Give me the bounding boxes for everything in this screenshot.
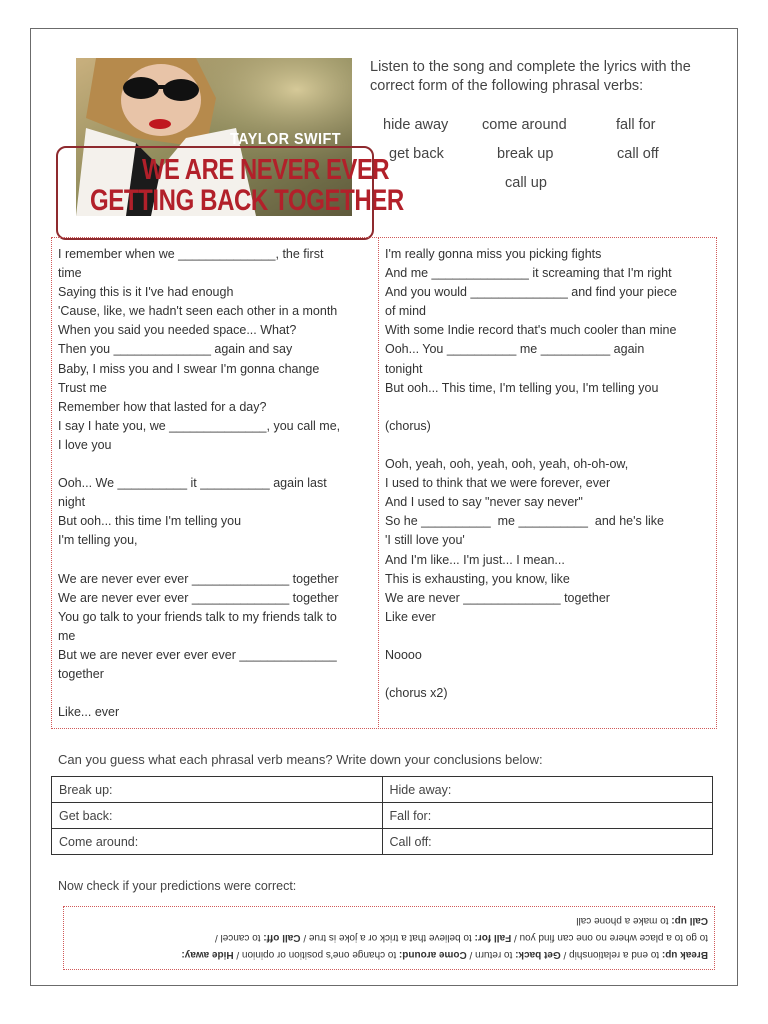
answer-line-2: [70, 929, 708, 946]
fall-for-cell[interactable]: Fall for:: [382, 803, 713, 829]
table-row: [52, 777, 713, 803]
lyric-line: [385, 665, 710, 684]
answer-term: Call off:: [263, 932, 301, 943]
lyric-line: Like... ever: [58, 705, 120, 720]
guess-question: Can you guess what each phrasal verb means? Write down your conclusions below:: [58, 752, 543, 767]
verb-call-up: call up: [505, 175, 547, 191]
check-predictions-text: Now check if your predictions were correct:: [58, 879, 297, 893]
hide-away-cell[interactable]: Hide away:: [382, 777, 713, 803]
lyric-line: Ooh... You __________ me __________ again: [385, 342, 645, 357]
lyric-line: Then you ______________ again and say: [58, 342, 293, 357]
lyric-line: And I'm like... I'm just... I mean...: [385, 552, 565, 567]
artist-name: TAYLOR SWIFT: [230, 131, 341, 148]
lyric-line: And me ______________ it screaming that I'm right: [385, 266, 672, 281]
lyric-line: When you said you needed space... What?: [58, 323, 297, 338]
answer-def: to go to a place where no one can find you /: [511, 932, 708, 943]
lyrics-left-column: [58, 245, 368, 722]
answer-line-1: [70, 946, 708, 963]
lyric-line: I used to think that we were forever, ever: [385, 476, 611, 491]
lyric-line: [58, 684, 368, 703]
lyric-line: 'I still love you': [385, 533, 465, 548]
lyric-line: [58, 551, 368, 570]
call-off-cell[interactable]: Call off:: [382, 829, 713, 855]
lyric-line: tonight: [385, 361, 423, 376]
answer-def: to believe that a trick or a joke is true /: [300, 932, 475, 943]
lyric-line: But ooh... This time, I'm telling you, I'm telling you: [385, 380, 659, 395]
lyric-line: [385, 398, 710, 417]
lyric-line: night: [58, 495, 86, 510]
title-frame: [56, 146, 374, 240]
lyric-line: I remember when we ______________, the first: [58, 247, 324, 261]
answer-term: Fall for:: [474, 932, 512, 943]
lyric-line: [385, 436, 710, 455]
lyric-line: This is exhausting, you know, like: [385, 571, 570, 586]
answer-def: to change one's position or opinion /: [233, 949, 399, 960]
lyric-line: But we are never ever ever ever ______________: [58, 647, 337, 662]
lyric-line: me: [58, 628, 76, 643]
answer-def: to end a relationship /: [560, 949, 662, 960]
break-up-cell[interactable]: Break up:: [52, 777, 383, 803]
answer-def: to return /: [466, 949, 516, 960]
answer-def: to cancel /: [214, 932, 264, 943]
lyric-line: You go talk to your friends talk to my friends talk to: [58, 609, 337, 624]
lyric-line: time: [58, 266, 82, 281]
lyric-line: Trust me: [58, 380, 107, 395]
lyric-line: of mind: [385, 304, 426, 319]
lyrics-right-column: [385, 245, 710, 703]
song-title-line1: WE ARE NEVER EVER: [142, 154, 390, 186]
verb-get-back: get back: [389, 146, 444, 162]
instructions-text: Listen to the song and complete the lyrics with the correct form of the following phrasal verbs:: [370, 59, 691, 94]
lyric-line: I love you: [58, 437, 112, 452]
lyric-line: (chorus x2): [385, 686, 448, 701]
lyric-line: (chorus): [385, 418, 431, 433]
table-row: [52, 829, 713, 855]
lyrics-divider: [378, 237, 379, 729]
verb-come-around: come around: [482, 117, 567, 133]
conclusions-table: [51, 776, 713, 855]
answer-key-box: [63, 906, 715, 970]
lyric-line: [58, 455, 368, 474]
lyric-line: I'm telling you,: [58, 533, 138, 548]
lyric-line: So he __________ me __________ and he's like: [385, 514, 665, 529]
answer-term: Hide away:: [181, 949, 234, 960]
answer-term: Get back:: [515, 949, 561, 960]
lyric-line: Like ever: [385, 609, 436, 624]
answer-term: Come around:: [398, 949, 467, 960]
table-row: [52, 803, 713, 829]
verb-fall-for: fall for: [616, 117, 656, 133]
lyric-line: We are never ______________ together: [385, 590, 610, 605]
lyric-line: Saying this is it I've had enough: [58, 285, 234, 300]
lyric-line: With some Indie record that's much cooler than mine: [385, 323, 677, 338]
lyric-line: together: [58, 667, 104, 682]
lyric-line: Remember how that lasted for a day?: [58, 399, 267, 414]
lyric-line: Ooh... We __________ it __________ again last: [58, 476, 327, 491]
verb-call-off: call off: [617, 146, 659, 162]
lyric-line: [385, 627, 710, 646]
lyric-line: We are never ever ever ______________ together: [58, 590, 339, 605]
lyric-line: Noooo: [385, 647, 422, 662]
get-back-cell[interactable]: Get back:: [52, 803, 383, 829]
lyric-line: I'm really gonna miss you picking fights: [385, 247, 602, 261]
answer-line-3: [70, 912, 708, 929]
lyric-line: Ooh, yeah, ooh, yeah, ooh, yeah, oh-oh-ow,: [385, 457, 629, 472]
lyric-line: But ooh... this time I'm telling you: [58, 514, 242, 529]
verb-break-up: break up: [497, 146, 554, 162]
song-title-line2: GETTING BACK TOGETHER: [90, 184, 404, 217]
lyric-line: 'Cause, like, we hadn't seen each other in a month: [58, 304, 338, 319]
come-around-cell[interactable]: Come around:: [52, 829, 383, 855]
answer-term: Call up:: [671, 915, 708, 926]
lyric-line: We are never ever ever ______________ together: [58, 571, 339, 586]
lyric-line: I say I hate you, we ______________, you call me,: [58, 418, 341, 433]
answer-term: Break up:: [661, 949, 708, 960]
lyric-line: And I used to say "never say never": [385, 495, 583, 510]
answer-key-upside-down: [70, 913, 708, 963]
lyric-line: Baby, I miss you and I swear I'm gonna change: [58, 361, 320, 376]
verb-hide-away: hide away: [383, 117, 449, 133]
lyric-line: And you would ______________ and find your piece: [385, 285, 677, 300]
answer-def: to make a phone call: [576, 915, 672, 926]
